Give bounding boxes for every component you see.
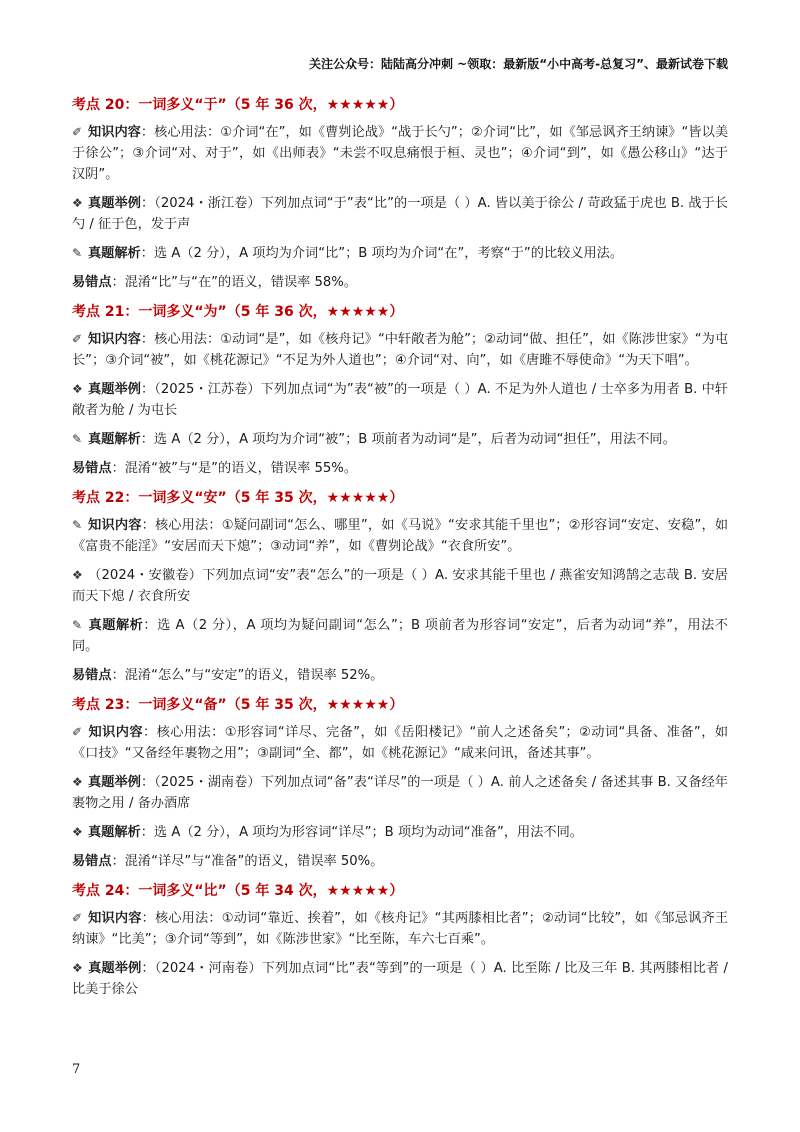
error-text: ：混淆“怎么”与“安定”的语义，错误率 52%。 [111,668,384,683]
knowledge-paragraph [72,122,728,185]
knowledge-text: ：核心用法：①动词“靠近、挨着”，如《核舟记》“其两膝相比者”；②动词“比较”，如《邹忌讽齐王纳谏》“比美”；③介词“等到”，如《陈涉世家》“比至陈，车六七百乘”。 [72,911,729,947]
error-text: ：混淆“详尽”与“准备”的语义，错误率 50%。 [111,854,384,869]
analysis-text: ：选 A（2 分），A 项均为介词“比”；B 项均为介词“在”，考察“于”的比较义用法。 [140,246,624,261]
knowledge-paragraph [72,722,728,764]
pencil-icon: ✎ [72,246,83,260]
diamond-bullet-icon: ❖ [72,825,83,839]
knowledge-label: 知识内容 [88,911,142,926]
analysis-paragraph [72,822,728,843]
error-paragraph [72,851,728,872]
document-body [72,94,728,1008]
error-paragraph [72,665,728,686]
diamond-bullet-icon: ❖ [72,568,83,582]
section-kaodian-24 [72,880,728,1000]
section-kaodian-21 [72,301,728,479]
knowledge-label: 知识内容 [88,725,143,740]
section-title: 考点 24：一词多义“比”（5 年 34 次，★★★★★） [72,883,404,899]
error-text: ：混淆“被”与“是”的语义，错误率 55%。 [111,461,358,476]
analysis-paragraph [72,243,728,264]
analysis-label: 真题解析 [88,432,141,447]
section-kaodian-23 [72,694,728,872]
analysis-label: 真题解析 [88,246,141,261]
example-paragraph [72,772,728,814]
example-paragraph [72,565,728,607]
diamond-bullet-icon: ❖ [72,775,83,789]
example-label: 真题举例 [88,775,141,790]
section-title: 考点 23：一词多义“备”（5 年 35 次，★★★★★） [72,697,404,713]
knowledge-text: ：核心用法：①介词“在”，如《曹刿论战》“战于长勺”；②介词“比”，如《邹忌讽齐王纳谏》“皆以美于徐公”；③介词“对、对于”，如《出师表》“未尝不叹息痛恨于桓、灵也”；④介词“到”，如《愚公移山》“达于汉阴”。 [72,125,729,182]
pencil-icon: ✐ [72,911,83,925]
example-text: ：（2025・湖南卷）下列加点词“备”表“详尽”的一项是（ ）A. 前人之述备矣 / 备述其事 B. 又备经年裹物之用 / 备办酒席 [72,775,728,811]
knowledge-label: 知识内容 [88,332,141,347]
example-paragraph [72,193,728,235]
example-paragraph [72,958,728,1000]
diamond-bullet-icon: ❖ [72,382,83,396]
diamond-bullet-icon: ❖ [72,961,83,975]
analysis-paragraph [72,615,728,657]
knowledge-text: ：核心用法：①动词“是”，如《核舟记》“中轩敞者为舱”；②动词“做、担任”，如《陈涉世家》“为屯长”；③介词“被”，如《桃花源记》“不足为外人道也”；④介词“对、向”，如《唐雎不辱使命》“为天下唱”。 [72,332,729,368]
knowledge-paragraph [72,908,728,950]
analysis-paragraph [72,429,728,450]
section-title: 考点 22：一词多义“安”（5 年 35 次，★★★★★） [72,490,404,506]
section-title: 考点 20：一词多义“于”（5 年 36 次，★★★★★） [72,97,404,113]
error-label: 易错点 [72,275,112,290]
example-text: （2024・安徽卷）下列加点词“安”表“怎么”的一项是（ ）A. 安求其能千里也 / 燕雀安知鸿鹄之志哉 B. 安居而天下熄 / 衣食所安 [72,568,728,604]
pencil-icon: ✐ [72,725,83,739]
error-label: 易错点 [72,668,112,683]
pencil-icon: ✎ [72,618,83,632]
analysis-text: ：选 A（2 分），A 项均为形容词“详尽”；B 项均为动词“准备”，用法不同。 [140,825,583,840]
analysis-label: 真题解析 [88,618,144,633]
pencil-icon: ✎ [72,432,83,446]
knowledge-text: ：核心用法：①形容词“详尽、完备”，如《岳阳楼记》“前人之述备矣”；②动词“具备、准备”，如《口技》“又备经年裹物之用”；③副词“全、都”，如《桃花源记》“咸来问讯，备述其事”。 [72,725,729,761]
section-title: 考点 21：一词多义“为”（5 年 36 次，★★★★★） [72,304,404,320]
pencil-icon: ✎ [72,518,83,532]
error-text: ：混淆“比”与“在”的语义，错误率 58%。 [111,275,358,290]
example-text: ：（2025・江苏卷）下列加点词“为”表“被”的一项是（ ）A. 不足为外人道也 / 士卒多为用者 B. 中轩敞者为舱 / 为屯长 [72,382,728,418]
example-text: ：（2024・浙江卷）下列加点词“于”表“比”的一项是（ ）A. 皆以美于徐公 / 苛政猛于虎也 B. 战于长勺 / 征于色，发于声 [72,196,728,232]
error-paragraph [72,272,728,293]
section-kaodian-22 [72,487,728,686]
error-paragraph [72,458,728,479]
pencil-icon: ✐ [72,332,83,346]
page-number: 7 [72,1062,81,1077]
analysis-label: 真题解析 [88,825,141,840]
example-label: 真题举例 [88,196,141,211]
diamond-bullet-icon: ❖ [72,196,83,210]
error-label: 易错点 [72,854,112,869]
knowledge-label: 知识内容 [88,518,142,533]
analysis-text: ：选 A（2 分），A 项均为疑问副词“怎么”；B 项前者为形容词“安定”，后者为动词“养”，用法不同。 [72,618,728,654]
pencil-icon: ✐ [72,125,83,139]
error-label: 易错点 [72,461,112,476]
example-label: 真题举例 [88,961,142,976]
analysis-text: ：选 A（2 分），A 项均为介词“被”；B 项前者为动词“是”，后者为动词“担任”，用法不同。 [140,432,676,447]
knowledge-paragraph [72,515,728,557]
page-header: 关注公众号：陆陆高分冲刺 ~领取：最新版“小中高考-总复习”、最新试卷下载 [309,57,728,71]
knowledge-text: ：核心用法：①疑问副词“怎么、哪里”，如《马说》“安求其能千里也”；②形容词“安定、安稳”，如《富贵不能淫》“安居而天下熄”；③动词“养”，如《曹刿论战》“衣食所安”。 [72,518,729,554]
example-paragraph [72,379,728,421]
example-text: ：（2024・河南卷）下列加点词“比”表“等到”的一项是（ ）A. 比至陈 / 比及三年 B. 其两膝相比者 / 比美于徐公 [72,961,728,997]
section-kaodian-20 [72,94,728,293]
knowledge-label: 知识内容 [88,125,141,140]
knowledge-paragraph [72,329,728,371]
example-label: 真题举例 [88,382,141,397]
